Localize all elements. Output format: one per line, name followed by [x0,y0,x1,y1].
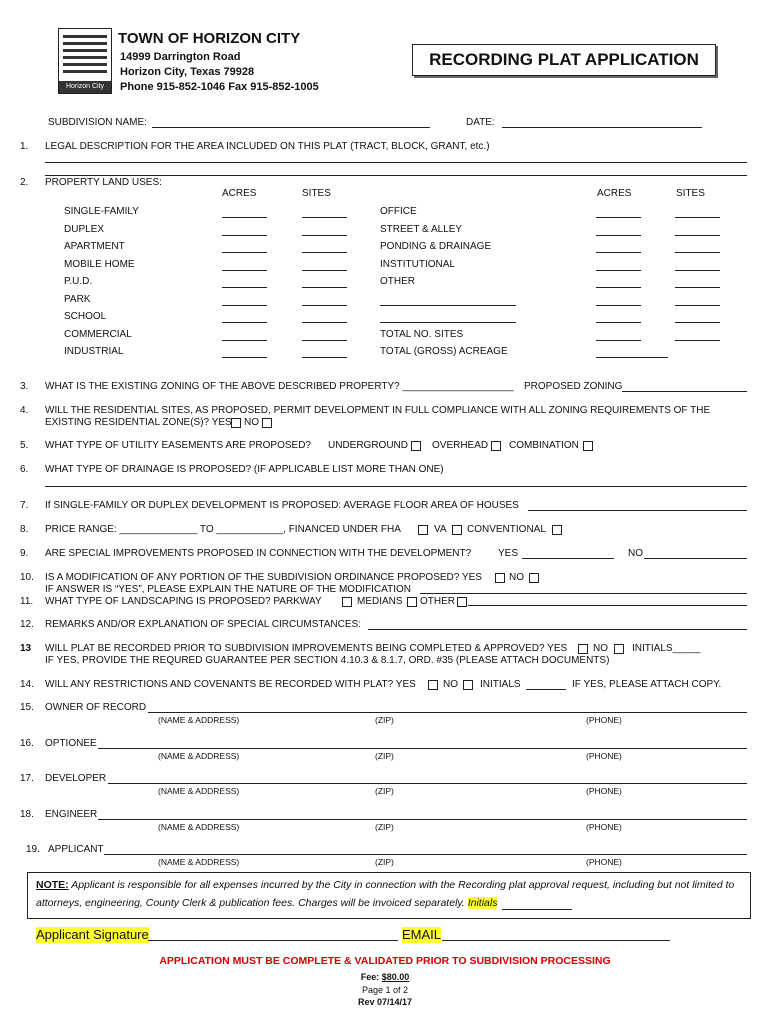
contact-label: OPTIONEE [45,737,97,749]
date-label: DATE: [466,117,495,128]
q7-num: 7. [20,500,29,511]
completion-warning: APPLICATION MUST BE COMPLETE & VALIDATED PRIOR TO SUBDIVISION PROCESSING [159,955,611,967]
land-use-left-acres-input[interactable] [222,305,267,306]
logo-text: Horizon City [59,81,111,93]
contact-sub-zip: (ZIP) [375,715,394,725]
q9-yes: YES [498,548,519,559]
q3-num: 3. [20,381,29,392]
contact-sub-zip: (ZIP) [375,750,394,761]
land-use-right-sites-input[interactable] [675,235,720,236]
land-use-left-acres-input[interactable] [222,235,267,236]
land-use-left-sites-input[interactable] [302,322,347,323]
q12-text: REMARKS AND/OR EXPLANATION OF SPECIAL CIRCUMSTANCES: [45,619,361,630]
land-use-right-label: TOTAL (GROSS) ACREAGE [380,346,508,357]
q1-text: LEGAL DESCRIPTION FOR THE AREA INCLUDED ON THIS PLAT (TRACT, BLOCK, GRANT, etc.) [45,141,490,152]
contact-input[interactable] [108,783,747,784]
contact-sub-phone: (PHONE) [586,786,622,796]
contact-num: 18. [20,808,34,820]
contact-sub-name: (NAME & ADDRESS) [158,715,240,725]
q1-num: 1. [20,141,29,152]
land-use-left-sites-input[interactable] [302,217,347,218]
q9-text: ARE SPECIAL IMPROVEMENTS PROPOSED IN CONNECTION WITH THE DEVELOPMENT? [45,548,472,559]
land-use-left-sites-input[interactable] [302,270,347,271]
land-use-right-sites-input[interactable] [675,270,720,271]
q13-text: WILL PLAT BE RECORDED PRIOR TO SUBDIVISION IMPROVEMENTS BEING COMPLETED & APPROVED? YES [45,643,568,654]
q3-text: WHAT IS THE EXISTING ZONING OF THE ABOVE DESCRIBED PROPERTY? ____________________ [45,381,514,392]
q9-yes-input[interactable] [522,558,614,559]
q11-medians: MEDIANS [357,596,403,607]
contact-sub-name: (NAME & ADDRESS) [158,750,240,761]
land-use-right-acres-input[interactable] [596,322,641,323]
land-use-left-acres-input[interactable] [222,252,267,253]
contact-sub-phone: (PHONE) [586,857,622,867]
address-line-1: 14999 Darrington Road [120,51,241,63]
land-use-right-sites-input[interactable] [675,322,720,323]
page-number: Page 1 of 2 [361,985,409,995]
q4-text-2: EXISTING RESIDENTIAL ZONE(S)? YES [45,417,232,428]
note-box [27,872,751,919]
land-use-right-acres-input[interactable] [596,305,641,306]
q12-num: 12. [20,619,34,630]
q13-no-checkbox[interactable] [614,644,624,654]
q12-input[interactable] [368,629,747,630]
q11-parkway-checkbox[interactable] [342,597,352,607]
q9-num: 9. [20,548,29,559]
contact-input[interactable] [98,748,747,749]
land-use-right-acres-input[interactable] [596,340,641,341]
town-logo [58,28,112,94]
q6-text: WHAT TYPE OF DRAINAGE IS PROPOSED? (IF APPLICABLE LIST MORE THAN ONE) [45,464,444,475]
land-use-right-sites-input[interactable] [675,217,720,218]
q11-medians-checkbox[interactable] [407,597,417,607]
q5-combination: COMBINATION [509,440,579,451]
land-use-right-label: STREET & ALLEY [380,223,463,235]
q8-text: PRICE RANGE: ______________ TO ____________, FINANCED UNDER FHA [45,524,401,535]
land-use-left-label: PARK [64,293,91,305]
q6-num: 6. [20,464,29,475]
q4-yes-checkbox[interactable] [231,418,241,428]
contact-sub-zip: (ZIP) [375,786,394,796]
q10-text-2: IF ANSWER IS “YES”, PLEASE EXPLAIN THE NATURE OF THE MODIFICATION [45,584,411,595]
q8-va: VA [434,524,447,535]
email-label: EMAIL [402,927,442,942]
contact-sub-name: (NAME & ADDRESS) [158,786,240,796]
land-use-left-sites-input[interactable] [302,235,347,236]
land-use-right-label: OTHER [380,276,415,287]
revision: Rev 07/14/17 [357,997,413,1007]
q11-text: WHAT TYPE OF LANDSCAPING IS PROPOSED? PARKWAY [45,596,322,607]
sites-header-right: SITES [676,188,705,199]
q14-num: 14. [20,679,34,690]
email-input[interactable] [442,940,670,941]
phone-line: Phone 915-852-1046 Fax 915-852-1005 [120,81,319,93]
land-use-left-acres-input[interactable] [222,357,267,358]
q7-input[interactable] [528,510,747,511]
q5-num: 5. [20,440,29,451]
land-use-left-label: COMMERCIAL [64,328,132,340]
q8-va-checkbox[interactable] [452,525,462,535]
land-use-left-label: P.U.D. [64,276,93,287]
land-use-right-label: INSTITUTIONAL [380,258,456,270]
q4-text-1: WILL THE RESIDENTIAL SITES, AS PROPOSED, PERMIT DEVELOPMENT IN FULL COMPLIANCE WITH ALL ZONING REQUIREMENTS OF THE [45,405,711,416]
contact-sub-zip: (ZIP) [375,821,394,832]
land-use-right-label: OFFICE [380,206,417,217]
q1-line-2[interactable] [45,175,747,176]
contact-num: 17. [20,773,34,784]
signature-label: Applicant Signature [36,927,149,942]
q4-no-checkbox[interactable] [262,418,272,428]
q13-initials: INITIALS_____ [632,643,701,654]
q5-underground: UNDERGROUND [328,440,408,451]
q10-no-checkbox[interactable] [529,573,539,583]
land-use-other-input[interactable] [380,305,516,306]
acres-header-left: ACRES [222,188,257,199]
land-use-left-label: MOBILE HOME [64,258,135,270]
q13-yes-checkbox[interactable] [578,644,588,654]
q8-conventional: CONVENTIONAL [467,524,546,535]
land-use-left-label: SCHOOL [64,311,107,322]
note-text-1: Applicant is responsible for all expenses incurred by the City in connection with the Recording plat approval request, including but not limited to [71,879,735,891]
contact-sub-phone: (PHONE) [586,750,622,761]
note-initials: Initials [467,897,498,909]
contact-sub-zip: (ZIP) [375,857,394,867]
q5-underground-checkbox[interactable] [411,441,421,451]
total-acreage-input[interactable] [596,357,668,358]
land-use-right-label: TOTAL NO. SITES [380,328,464,340]
contact-sub-phone: (PHONE) [586,821,622,832]
land-use-right-sites-input[interactable] [675,305,720,306]
contact-label: DEVELOPER [45,773,107,784]
q14-initials-input[interactable] [526,689,566,690]
contact-label: OWNER OF RECORD [45,702,147,713]
q14-text: WILL ANY RESTRICTIONS AND COVENANTS BE RECORDED WITH PLAT? YES [45,679,416,690]
land-use-left-acres-input[interactable] [222,322,267,323]
q5-overhead: OVERHEAD [432,440,489,451]
note-text-2: attorneys, engineering, County Clerk & publication fees. Charges will be invoiced separately. [36,897,465,909]
land-use-left-label: APARTMENT [64,241,125,252]
land-use-left-acres-input[interactable] [222,340,267,341]
q11-other: OTHER [420,596,455,607]
q11-other-input[interactable] [468,605,747,606]
town-name: TOWN OF HORIZON CITY [118,30,301,47]
fee-label: Fee: [360,972,382,982]
q10-explain-input[interactable] [420,593,747,594]
contact-label: ENGINEER [45,808,98,820]
contact-sub-name: (NAME & ADDRESS) [158,857,240,867]
contact-num: 19. [26,844,40,855]
contact-num: 15. [20,702,34,713]
land-use-right-acres-input[interactable] [596,252,641,253]
q2-text: PROPERTY LAND USES: [45,177,162,188]
q4-no-label: NO [244,417,259,428]
land-use-right-acres-input[interactable] [596,270,641,271]
signature-input[interactable] [148,940,398,941]
land-use-left-acres-input[interactable] [222,270,267,271]
q14-yes-checkbox[interactable] [428,680,438,690]
acres-header-right: ACRES [597,188,632,199]
q14-no-checkbox[interactable] [463,680,473,690]
q13-num: 13 [20,643,32,654]
land-use-left-sites-input[interactable] [302,252,347,253]
land-use-left-sites-input[interactable] [302,287,347,288]
q4-num: 4. [20,405,29,416]
contact-input[interactable] [104,854,747,855]
land-use-left-label: SINGLE-FAMILY [64,206,139,217]
q9-no-input[interactable] [644,558,747,559]
contact-sub-phone: (PHONE) [586,715,622,725]
q13-text-2: IF YES, PROVIDE THE REQURED GUARANTEE PER SECTION 4.10.3 & 8.1.7, ORD. #35 (PLEASE ATTACH DOCUMENTS) [45,655,610,666]
q10-no: NO [509,572,524,583]
q14-initials: INITIALS [480,679,521,690]
contact-num: 16. [20,737,34,749]
land-use-left-acres-input[interactable] [222,287,267,288]
land-use-right-sites-input[interactable] [675,340,720,341]
contact-input[interactable] [98,819,747,820]
fee-amount: $80.00 [381,972,410,982]
land-use-left-sites-input[interactable] [302,340,347,341]
land-use-right-acres-input[interactable] [596,235,641,236]
q8-conventional-checkbox[interactable] [552,525,562,535]
q11-other-checkbox[interactable] [457,597,467,607]
note-initials-input[interactable] [502,909,572,910]
q1-line-1[interactable] [45,162,747,163]
q11-num: 11. [20,596,34,607]
q3-proposed: PROPOSED ZONING [524,381,623,392]
q5-combination-checkbox[interactable] [583,441,593,451]
land-use-left-label: DUPLEX [64,223,105,235]
sites-header-left: SITES [302,188,331,199]
q5-overhead-checkbox[interactable] [491,441,501,451]
q13-no: NO [593,643,608,654]
q5-text: WHAT TYPE OF UTILITY EASEMENTS ARE PROPOSED? [45,440,311,451]
note-label: NOTE: [36,879,69,891]
land-use-right-sites-input[interactable] [675,287,720,288]
contact-sub-name: (NAME & ADDRESS) [158,821,240,832]
contact-input[interactable] [148,712,747,713]
date-input[interactable] [502,127,702,128]
land-use-right-acres-input[interactable] [596,217,641,218]
land-use-right-label: PONDING & DRAINAGE [380,241,492,252]
q14-attach: IF YES, PLEASE ATTACH COPY. [572,679,722,690]
contact-label: APPLICANT [48,844,104,855]
q7-text: If SINGLE-FAMILY OR DUPLEX DEVELOPMENT IS PROPOSED: AVERAGE FLOOR AREA OF HOUSES [45,500,519,511]
q6-line[interactable] [45,486,747,487]
q14-no: NO [443,679,458,690]
land-use-left-acres-input[interactable] [222,217,267,218]
land-use-other-input[interactable] [380,322,516,323]
q10-text: IS A MODIFICATION OF ANY PORTION OF THE SUBDIVISION ORDINANCE PROPOSED? YES [45,572,482,583]
q2-num: 2. [20,177,29,188]
land-use-right-sites-input[interactable] [675,252,720,253]
q10-yes-checkbox[interactable] [495,573,505,583]
land-use-left-label: INDUSTRIAL [64,346,124,357]
address-line-2: Horizon City, Texas 79928 [120,66,255,78]
q9-no: NO [628,548,643,559]
land-use-right-acres-input[interactable] [596,287,641,288]
q8-fha-checkbox[interactable] [418,525,428,535]
q8-num: 8. [20,524,29,535]
land-use-left-sites-input[interactable] [302,357,347,358]
land-use-left-sites-input[interactable] [302,305,347,306]
subdivision-label: SUBDIVISION NAME: [48,117,147,128]
form-title: RECORDING PLAT APPLICATION [412,44,716,76]
proposed-zoning-input[interactable] [622,391,747,392]
q10-num: 10. [20,572,34,583]
subdivision-input[interactable] [152,127,430,128]
fee-line [0,971,770,983]
